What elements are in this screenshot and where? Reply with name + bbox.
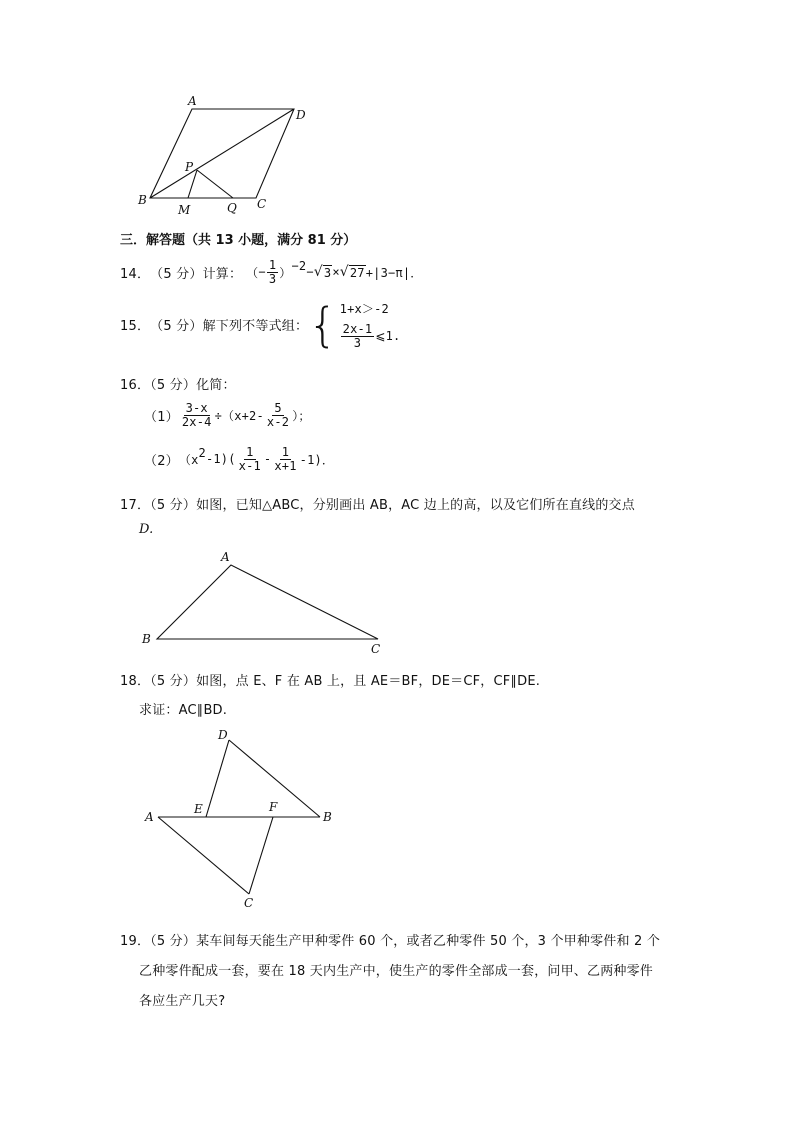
q16-p2-f2-num: 1 bbox=[281, 445, 290, 459]
label-q: Q bbox=[227, 201, 237, 215]
label-a: A bbox=[221, 550, 230, 564]
q18-line-2: 求证：AC∥BD. bbox=[139, 703, 228, 718]
q16-score: （5 分） bbox=[150, 378, 197, 393]
q16-p2-end: -1)． bbox=[299, 452, 335, 467]
q19-score: （5 分） bbox=[150, 934, 197, 949]
q16-p1-fraction-2 bbox=[265, 402, 291, 428]
figure-triangle bbox=[135, 545, 395, 660]
q14-text: 计算： bbox=[202, 266, 243, 282]
q16-p2-start: （x bbox=[178, 452, 199, 467]
q15-text: 解下列不等式组： bbox=[202, 319, 309, 335]
q15-fraction bbox=[341, 323, 375, 349]
question-16 bbox=[120, 374, 236, 393]
q14-sqrt1: 3 bbox=[323, 265, 332, 280]
q15-inequality-2: ⩽1 bbox=[375, 329, 394, 344]
q16-p1-frac-den: 2x-4 bbox=[181, 414, 212, 429]
question-19 bbox=[120, 930, 660, 949]
q16-part-2 bbox=[144, 446, 334, 472]
q18-line-1: 如图，点 E、F 在 AB 上，且 AE＝BF，DE＝CF，CF∥DE. bbox=[196, 674, 541, 689]
label-a: A bbox=[188, 94, 197, 108]
label-m: M bbox=[178, 203, 191, 217]
q16-p1-end: ）； bbox=[292, 408, 311, 423]
q16-p2-exponent: 2 bbox=[198, 446, 206, 461]
segment-cf bbox=[249, 817, 273, 894]
q16-p2-label: （2） bbox=[144, 453, 179, 469]
q16-number: 16． bbox=[120, 378, 151, 393]
q14-abs: +|3−π|． bbox=[365, 265, 423, 280]
triangle-abc bbox=[157, 565, 378, 639]
q19-line-3: 各应生产几天? bbox=[139, 994, 226, 1009]
q14-exponent: −2 bbox=[291, 259, 307, 274]
q16-p2-minus: - bbox=[263, 452, 272, 467]
q15-number: 15． bbox=[120, 319, 151, 335]
q15-inequality-1: 1+x＞-2 bbox=[339, 302, 389, 316]
question-17 bbox=[120, 494, 635, 513]
q19-line-1: 某车间每天能生产甲种零件 60 个，或者乙种零件 50 个，3 个甲种零件和 2 个 bbox=[196, 934, 661, 949]
q16-p2-fraction-2 bbox=[272, 446, 298, 472]
sqrt-icon: √ bbox=[313, 264, 323, 281]
q15-dot: . bbox=[393, 329, 401, 344]
q15-score: （5 分） bbox=[150, 319, 203, 335]
q14-fraction bbox=[267, 259, 278, 285]
q14-rparen: ） bbox=[279, 265, 292, 280]
q16-p1-label: （1） bbox=[144, 409, 179, 425]
q18-score: （5 分） bbox=[150, 674, 197, 689]
question-14 bbox=[120, 259, 422, 285]
left-brace-icon: { bbox=[308, 297, 338, 352]
q16-p1-frac-num: 3-x bbox=[185, 401, 208, 415]
label-b: B bbox=[323, 810, 332, 824]
q17-line-2: D. bbox=[139, 522, 154, 537]
q16-p1-fraction bbox=[180, 402, 214, 428]
q14-score: （5 分） bbox=[150, 266, 203, 282]
label-b: B bbox=[138, 193, 147, 207]
segment-de bbox=[206, 740, 229, 817]
q14-times: × bbox=[332, 265, 340, 280]
q16-part-1 bbox=[144, 402, 311, 428]
section-title: 三．解答题（共 13 小题，满分 81 分） bbox=[120, 233, 357, 248]
q15-frac-num: 2x-1 bbox=[342, 322, 373, 336]
q16-p2-fraction-1 bbox=[237, 446, 263, 472]
q14-number: 14． bbox=[120, 266, 151, 282]
label-e: E bbox=[194, 802, 203, 816]
question-15 bbox=[120, 297, 401, 352]
q17-number: 17． bbox=[120, 498, 151, 513]
q18-number: 18． bbox=[120, 674, 151, 689]
label-p: P bbox=[185, 160, 194, 174]
q14-minus-2: − bbox=[306, 265, 314, 280]
label-c: C bbox=[371, 642, 381, 656]
q17-line-1: 如图，已知△ABC，分别画出 AB，AC 边上的高，以及它们所在直线的交点 bbox=[196, 498, 635, 513]
label-a: A bbox=[145, 810, 154, 824]
q14-sqrt2: 27 bbox=[349, 265, 365, 280]
label-c: C bbox=[244, 896, 254, 908]
figure-parallelogram bbox=[130, 88, 320, 218]
q15-frac-den: 3 bbox=[353, 335, 362, 350]
q14-lparen: （ bbox=[246, 265, 259, 280]
q16-p1-frac2-den: x-2 bbox=[266, 414, 290, 429]
q14-frac-den: 3 bbox=[268, 271, 277, 286]
q16-p2-f1-den: x-1 bbox=[238, 458, 261, 473]
label-b: B bbox=[142, 632, 151, 646]
q19-line-2: 乙种零件配成一套，要在 18 天内生产中，使生产的零件全部成一套，问甲、乙两种零件 bbox=[139, 964, 654, 979]
q14-frac-num: 1 bbox=[268, 258, 277, 272]
q16-p1-div: ÷（x+2- bbox=[214, 408, 264, 423]
q14-minus: − bbox=[258, 265, 266, 280]
label-f: F bbox=[269, 800, 278, 814]
q16-p2-f1-num: 1 bbox=[246, 445, 254, 459]
figure-parallel-lines bbox=[140, 723, 340, 908]
q19-number: 19． bbox=[120, 934, 151, 949]
q16-p1-frac2-num: 5 bbox=[274, 401, 282, 415]
sqrt-icon-2: √ bbox=[339, 264, 349, 281]
question-18 bbox=[120, 670, 540, 689]
label-d: D bbox=[296, 108, 306, 122]
label-d: D bbox=[218, 728, 228, 742]
segment-ac bbox=[158, 817, 249, 894]
q16-p2-f2-den: x+1 bbox=[274, 458, 297, 473]
segment-pq bbox=[197, 170, 233, 198]
q17-score: （5 分） bbox=[150, 498, 197, 513]
q16-text: 化简： bbox=[196, 378, 236, 393]
label-c: C bbox=[257, 197, 267, 211]
q16-p2-mid: -1)( bbox=[205, 452, 236, 467]
